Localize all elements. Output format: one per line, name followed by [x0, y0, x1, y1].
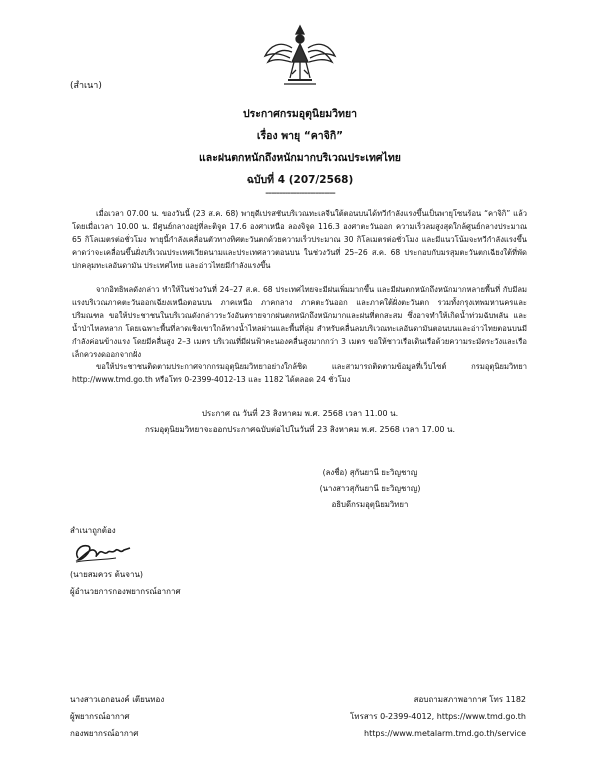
footer-left	[70, 691, 164, 742]
footer-fax-website: โทรสาร 0-2399-4012, https://www.tmd.go.th	[350, 712, 526, 721]
subject-line-2: และฝนตกหนักถึงหนักมากบริเวณประเทศไทย	[199, 152, 401, 164]
body-paragraph-1: เมื่อเวลา 07.00 น. ของวันนี้ (23 ส.ค. 68) พายุดีเปรสชันบริเวณทะเลจีนใต้ตอนบนได้ทวีกำลังแรงขึ้นเป็นพายุโซนร้อน “คาจิกิ” แล้ว โดยเมื่อเวลา 10.00 น. มีศูนย์กลางอยู่ที่ละติจูด 17.6 องศาเหนือ ลองจิจูด 116.3 องศาตะวันออก ความเร็วลมสูงสุดใกล้ศูนย์กลางประมาณ 65 กิโลเมตรต่อชั่วโมง พายุนี้กำลังเคลื่อนตัวทางทิศตะวันตกด้วยความเร็วประมาณ 30 กิโลเมตรต่อชั่วโมง และมีแนวโน้มจะทวีกำลังแรงขึ้น คาดว่าจะเคลื่อนขึ้นฝั่งบริเวณประเทศเวียดนามและประเทศลาวตอนบน ในช่วงวันที่ 25–26 ส.ค. 68 ประกอบกับมรสุมตะวันตกเฉียงใต้ที่พัดปกคลุมทะเลอันดามัน ประเทศไทย และอ่าวไทยมีกำลังแรงขึ้น	[72, 209, 527, 270]
copy-tag: (สำเนา)	[70, 81, 102, 91]
signature-name: (นางสาวสุกันยานี ยะวิญชาญ)	[319, 484, 421, 493]
certifier-name: (นายสมควร ต้นจาน)	[70, 570, 144, 579]
issue-number: ฉบับที่ 4 (207/2568)	[246, 174, 354, 186]
body-paragraph-2: จากอิทธิพลดังกล่าว ทำให้ในช่วงวันที่ 24–27 ส.ค. 68 ประเทศไทยจะมีฝนเพิ่มมากขึ้น และมีฝนตกหนักถึงหนักมากหลายพื้นที่ กับมีลมแรงบริเวณภาคตะวันออกเฉียงเหนือตอนบน ภาคเหนือ ภาคกลาง ภาคตะวันออก และภาคใต้ฝั่งตะวันตก รวมทั้งกรุงเทพมหานครและปริมณฑล ขอให้ประชาชนในบริเวณดังกล่าวระวังอันตรายจากฝนตกหนักถึงหนักมากและฝนที่ตกสะสม ซึ่งอาจทำให้เกิดน้ำท่วมฉับพลัน และน้ำป่าไหลหลาก โดยเฉพาะพื้นที่ลาดเชิงเขาใกล้ทางน้ำไหลผ่านและพื้นที่ลุ่ม สำหรับคลื่นลมบริเวณทะเลอันดามันตอนบนและอ่าวไทยตอนบนมีกำลังค่อนข้างแรง โดยมีคลื่นสูง 2–3 เมตร บริเวณที่มีฝนฟ้าคะนองคลื่นสูงมากกว่า 3 เมตร ขอให้ชาวเรือเดินเรือด้วยความระมัดระวังและเรือเล็กควรงดออกจากฝั่ง	[72, 285, 527, 359]
forecaster-name: นางสาวเอกอนงค์ เตียนทอง	[70, 695, 165, 704]
document-title: ประกาศกรมอุตุนิยมวิทยา	[242, 108, 358, 120]
forecaster-division: กองพยากรณ์อากาศ	[70, 729, 139, 738]
handwritten-signature	[72, 538, 134, 564]
subject-line: เรื่อง พายุ “คาจิกิ”	[256, 130, 344, 142]
garuda-emblem-icon	[262, 22, 338, 90]
footer-hotline: สอบถามสภาพอากาศ โทร 1182	[413, 695, 526, 704]
next-issue-notice: กรมอุตุนิยมวิทยาจะออกประกาศฉบับต่อไปในวันที่ 23 สิงหาคม พ.ศ. 2568 เวลา 17.00 น.	[144, 425, 456, 434]
title-separator: -------------------------	[265, 187, 335, 199]
footer-right	[350, 691, 526, 742]
footer-service-link[interactable]: https://www.metalarm.tmd.go.th/service	[364, 729, 526, 738]
signature-position: อธิบดีกรมอุตุนิยมวิทยา	[331, 500, 409, 509]
announcement-date: ประกาศ ณ วันที่ 23 สิงหาคม พ.ศ. 2568 เวลา 11.00 น.	[201, 409, 399, 418]
body-paragraph-3: ขอให้ประชาชนติดตามประกาศจากกรมอุตุนิยมวิทยาอย่างใกล้ชิด และสามารถติดตามข้อมูลที่เว็บไซต์ กรมอุตุนิยมวิทยา http://www.tmd.go.th หรือโทร 0-2399-4012-13 และ 1182 ได้ตลอด 24 ชั่วโมง	[72, 362, 527, 384]
signature-signed: (ลงชื่อ) สุกันยานี ยะวิญชาญ	[322, 468, 418, 477]
forecaster-title: ผู้พยากรณ์อากาศ	[70, 712, 130, 721]
certifier-position: ผู้อำนวยการกองพยากรณ์อากาศ	[70, 587, 181, 596]
certified-label: สำเนาถูกต้อง	[70, 526, 116, 535]
